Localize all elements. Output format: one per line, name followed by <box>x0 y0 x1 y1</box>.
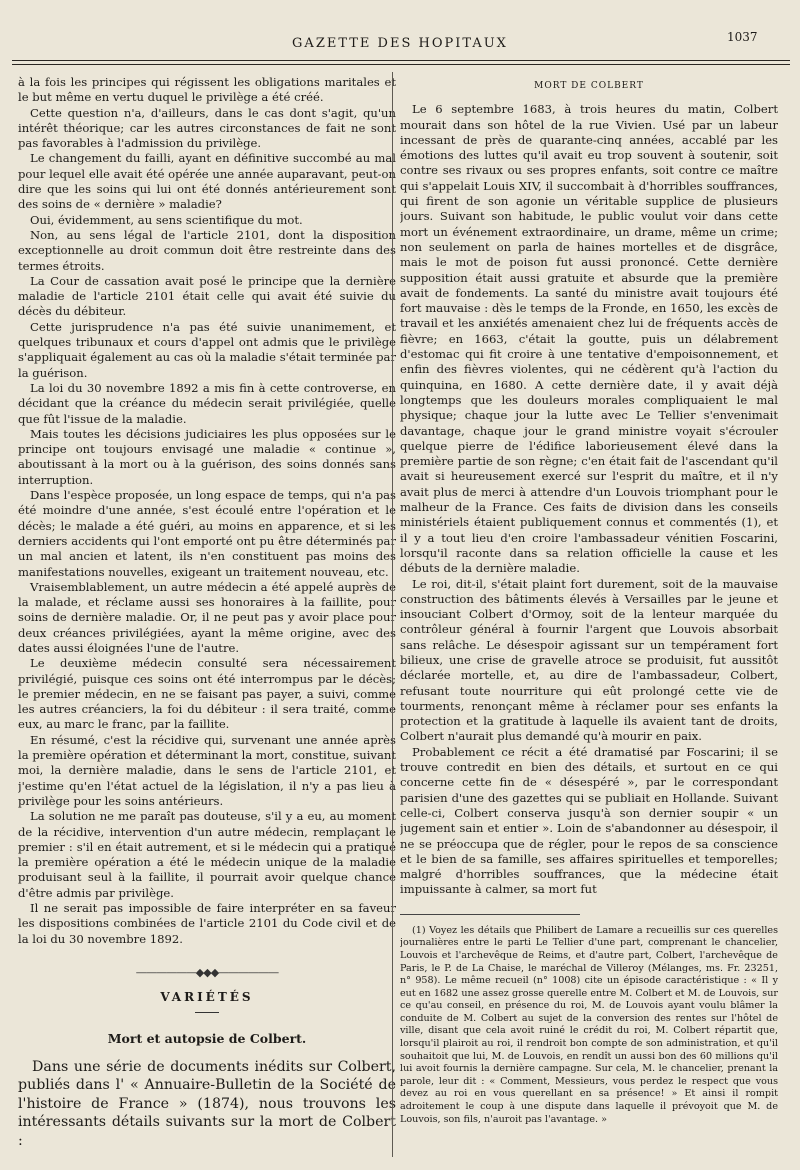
paragraph: La solution ne me paraît pas douteuse, s'il y a eu, au moment de la récidive, intervention d'un autre médecin, remplaçant le premier : s'il en était autrement, et si le médecin qui a pratiqué la première opération a été le médecin unique de la maladie produisant seul à la faillite, il pourrait avoir quelque chance d'être admis par privilège. <box>18 809 396 900</box>
section-short-rule <box>195 1012 219 1013</box>
header-rule-top <box>12 60 790 61</box>
right-column <box>400 75 778 1155</box>
paragraph: Le changement du failli, ayant en définitive succombé au mal pour lequel elle avait été opérée une année auparavant, peut-on dire que les soins qui lui ont été donnés antérieurement sont des soins de « dernière » maladie? <box>18 151 396 212</box>
footnote-rule <box>400 914 580 915</box>
paragraph: Oui, évidemment, au sens scientifique du mot. <box>30 212 303 227</box>
paragraph: Il ne serait pas impossible de faire interpréter en sa faveur les dispositions combinées de l'article 2101 du Code civil et de la loi du 30 novembre 1892. <box>18 901 396 946</box>
paragraph: Non, au sens légal de l'article 2101, dont la disposition exceptionnelle au droit commun doit être restreinte dans des termes étroits. <box>18 227 396 273</box>
section-ornament: ——————◆◆◆—————— <box>135 965 279 979</box>
paragraph: à la fois les principes qui régissent les obligations maritales et le but même en vertu duquel le privilège a été créé. <box>18 75 396 105</box>
paragraph: En résumé, c'est la récidive qui, survenant une année après la première opération et déterminant la mort, constitue, suivant moi, la dernière maladie, dans le sens de l'article 2101, et j'estime qu'en l'état actuel de la législation, il n'y a pas lieu à privilège pour les soins antérieurs. <box>18 732 396 808</box>
paragraph: Le 6 septembre 1683, à trois heures du matin, Colbert mourait dans son hôtel de la rue Vivien. Usé par un labeur incessant de près de quarante-cinq années, accablé par les émotions des luttes qu'il avait eu trop souvent à soutenir, soit contre ses rivaux ou ses propres enfants, soit contre ce maître qui s'appelait Louis XIV, il succombait à d'horribles souffrances, qui firent de son agonie un véritable supplice de plusieurs jours. Suivant son habitude, le public voulut voir dans cette mort un événement extraordinaire, un drame, même un crime; non seulement on parla de haines mortelles et de disgrâce, mais le mot de poison fut aussi prononcé. Cette dernière supposition était aussi gratuite et absurde que la première avait de fondements. La santé du ministre avait toujours été fort mauvaise : dès le temps de la Fronde, en 1650, les excès de travail et les anxiétés amenaient chez lui de fréquents accès de fièvre; en 1663, c'était la goutte, puis un délabrement d'estomac qui fit croire à une tentative d'empoisonnement, et enfin des fièvres violentes, qui ne cédèrent qu'à l'action du quinquina, en 1680. A cette dernière date, il y avait déjà longtemps que les douleurs morales compliquaient le mal physique; chaque jour la lutte avec Le Tellier s'envenimait davantage, chaque jour le grand ministre voyait s'écrouler quelque pierre de l'édifice laborieusement élevé dans la première partie de son règne; c'en était fait de l'ascendant qu'il avait si heureusement exercé sur l'esprit du maître, et il n'y avait plus de merci à attendre d'un Louvois triomphant pour le malheur de la France. Ces faits de division dans les conseils ministériels étaient publiquement connus et commentés (1), et il y a tout lieu d'en croire l'ambassadeur vénitien Foscarini, lorsqu'il raconte dans sa relation officielle la cause et les débuts de la dernière maladie. <box>400 102 778 576</box>
page-header-title: GAZETTE DES HOPITAUX <box>292 36 508 51</box>
paragraph: Vraisemblablement, un autre médecin a été appelé auprès de la malade, et réclame aussi ses honoraires à la faillite, pour soins de dernière maladie. Or, il ne peut pas y avoir place pour deux créances privilégiées, ayant la même origine, avec des dates aussi éloignées l'une de l'autre. <box>18 579 396 655</box>
paragraph: Dans l'espèce proposée, un long espace de temps, qui n'a pas été moindre d'une année, s'est écoulé entre l'opération et le décès; le malade a été guéri, au moins en apparence, et si les derniers accidents qui l'ont emporté ont pu être déterminés par un mal ancien et latent, ils n'en constituent pas moins des manifestations nouvelles, exigeant un traitement nouveau, etc. <box>18 488 396 579</box>
footnote: (1) Voyez les détails que Philibert de Lamare a recueillis sur ces querelles journalières entre le parti Le Tellier d'une part, comprenant le chancelier, Louvois et l'archevêque de Reims, et d'autre part, Colbert, l'archevêque de Paris, le P. de La Chaise, le maréchal de Villeroy (Mélanges, ms. Fr. 23251, n° 958). Le même recueil (n° 1008) cite un épisode caractéristique : « Il y eut en 1682 une assez grosse querelle entre M. Colbert et M. de Louvois, sur ce qu'au conseil, en présence du roi, M. de Louvois ayant voulu blâmer la conduite de M. Colbert au sujet de la conversion des rentes sur l'hôtel de ville, disant que cela avoit ruiné le crédit du roi, M. Colbert répartit que, lorsqu'il plairoit au roi, il rendroit bon compte de son administration, et qu'il souhaitoit que lui, M. de Louvois, en rendît un aussi bon des 60 millions qu'il lui avoit fournis la dernière campagne. Sur cela, M. le chancelier, prenant la parole, leur dit : « Comment, Messieurs, vous perdez le respect que vous devez au roi en vous querellant en sa présence! » Et ainsi il rompit adroitement le coup à une dispute dans laquelle il prévoyoit que M. de Louvois, son fils, n'auroit pas l'avantage. » <box>400 924 778 1125</box>
left-column <box>18 75 396 1155</box>
paragraph: Probablement ce récit a été dramatisé par Foscarini; il se trouve contredit en bien des détails, et surtout en ce qui concerne cette fin de « désespéré », par le correspondant parisien d'une des gazettes qui se publiait en Hollande. Suivant celle-ci, Colbert conserva jusqu'à son dernier soupir « un jugement sain et entier ». Loin de s'abandonner au désespoir, il ne se préoccupa que de régler, pour le repos de sa conscience et le bien de sa famille, ses affaires spirituelles et temporelles; malgré d'horribles souffrances, que la médecine était impuissante à calmer, sa mort fut <box>400 744 778 897</box>
page-number: 1037 <box>727 30 758 44</box>
article-subtitle: MORT DE COLBERT <box>534 81 644 91</box>
article-intro: Dans une série de documents inédits sur Colbert, publiés dans l' « Annuaire-Bulletin de la Société de l'histoire de France » (1874), nous trouvons les intéressants détails suivants sur la mort de Colbert : <box>18 1058 396 1149</box>
paragraph: Le roi, dit-il, s'était plaint fort durement, soit de la mauvaise construction des bâtiments élevés à Versailles par le jeune et insouciant Colbert d'Ormoy, soit de la lenteur marquée du contrôleur général à fournir l'argent que Louvois absorbait sans relâche. Le désespoir agissant sur un tempérament fort bilieux, une crise de gravelle atroce se produisit, fut aussitôt déclarée mortelle, et, au dire de l'ambassadeur, Colbert, refusant toute nourriture qui eût prolongé cette vie de tourments, renonçant même à réclamer pour ses enfants la protection et la gratitude à laquelle ils avaient tant de droits, Colbert n'aurait plus demandé qu'à mourir en paix. <box>400 576 778 744</box>
header-rule-bottom <box>12 64 790 65</box>
paragraph: Mais toutes les décisions judiciaires les plus opposées sur le principe ont toujours envisagé une maladie « continue », aboutissant à la mort ou à la guérison, des soins donnés sans interruption. <box>18 426 396 487</box>
article-title: Mort et autopsie de Colbert. <box>107 1030 307 1046</box>
section-title: VARIÉTÉS <box>160 990 254 1005</box>
paragraph: Cette question n'a, d'ailleurs, dans le cas dont s'agit, qu'un intérêt théorique; car les autres circonstances de fait ne sont pas favorables à l'admission du privilège. <box>18 105 396 151</box>
paragraph: La loi du 30 novembre 1892 a mis fin à cette controverse, en décidant que la créance du médecin serait privilégiée, quelle que fût l'issue de la maladie. <box>18 380 396 426</box>
paragraph: Le deuxième médecin consulté sera nécessairement privilégié, puisque ces soins ont été interrompus par le décès; le premier médecin, en ne se faisant pas payer, a suivi, comme les autres créanciers, la foi du débiteur : il sera traité, comme eux, au marc le franc, par la faillite. <box>18 656 396 732</box>
paragraph: Cette jurisprudence n'a pas été suivie unanimement, et quelques tribunaux et cours d'appel ont admis que le privilège s'appliquait également au cas où la maladie s'était terminée par la guérison. <box>18 319 396 380</box>
paragraph: La Cour de cassation avait posé le principe que la dernière maladie de l'article 2101 était celle qui avait été suivie du décès du débiteur. <box>18 273 396 319</box>
column-divider <box>392 72 393 1157</box>
